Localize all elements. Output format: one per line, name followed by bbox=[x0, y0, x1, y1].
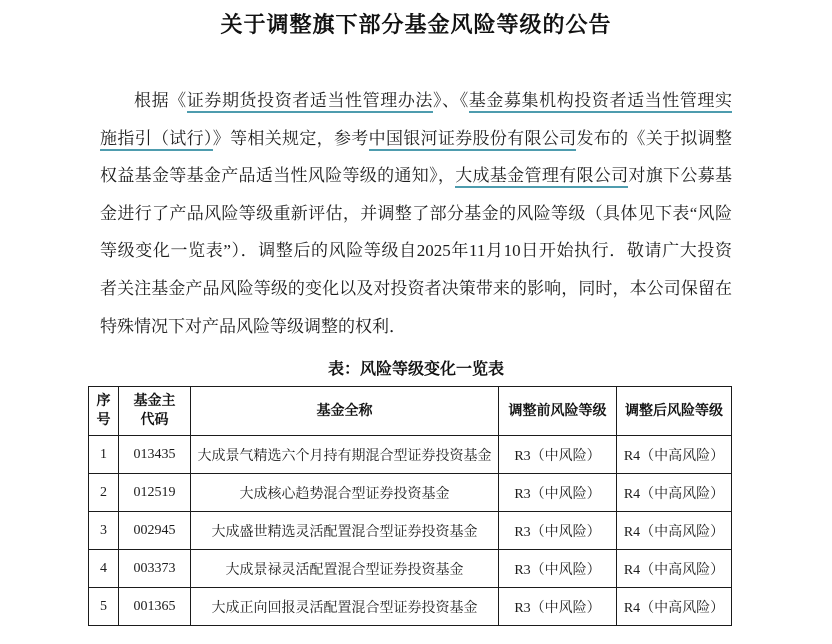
column-header: 调整前风险等级 bbox=[499, 387, 617, 436]
document-link[interactable]: 基金募集机构投资者适当性管理实 bbox=[469, 91, 732, 113]
table-cell: 大成景气精选六个月持有期混合型证券投资基金 bbox=[191, 436, 499, 474]
table-cell: 013435 bbox=[119, 436, 191, 474]
table-cell: 2 bbox=[89, 474, 119, 512]
document-link[interactable]: 证券期货投资者适当性管理办法 bbox=[187, 91, 433, 113]
table-cell: R3（中风险） bbox=[499, 436, 617, 474]
paragraph-line bbox=[100, 120, 732, 158]
document-link[interactable]: 大成基金管理有限公司 bbox=[455, 166, 628, 188]
table-cell: 012519 bbox=[119, 474, 191, 512]
announcement-document bbox=[0, 10, 832, 644]
table-cell: R3（中风险） bbox=[499, 512, 617, 550]
table-cell: R3（中风险） bbox=[499, 588, 617, 626]
text-segment: 发布的《关于拟调整 bbox=[576, 128, 733, 148]
document-title: 关于调整旗下部分基金风险等级的公告 bbox=[220, 13, 612, 38]
text-segment: 对旗下公募基 bbox=[628, 166, 733, 186]
column-header: 基金主 代码 bbox=[119, 387, 191, 436]
table-cell: R4（中高风险） bbox=[617, 436, 732, 474]
text-segment: 》、《 bbox=[433, 91, 469, 110]
table-cell: 001365 bbox=[119, 588, 191, 626]
text-segment: 特殊情况下对产品风险等级调整的权利． bbox=[100, 316, 406, 336]
table-header-row bbox=[89, 387, 732, 436]
paragraph-line bbox=[100, 232, 732, 270]
table-caption: 表：风险等级变化一览表 bbox=[327, 359, 504, 379]
table-cell: R3（中风险） bbox=[499, 474, 617, 512]
text-segment: 》等相关规定，参考 bbox=[212, 128, 369, 148]
table-row bbox=[89, 436, 732, 474]
table-cell: R4（中高风险） bbox=[617, 550, 732, 588]
table-cell: 大成景禄灵活配置混合型证券投资基金 bbox=[191, 550, 499, 588]
text-segment: 者关注基金产品风险等级的变化以及对投资者决策带来的影响，同时，本公司保留在 bbox=[100, 278, 732, 298]
table-cell: 大成盛世精选灵活配置混合型证券投资基金 bbox=[191, 512, 499, 550]
column-header: 基金全称 bbox=[191, 387, 499, 436]
table-cell: 3 bbox=[89, 512, 119, 550]
table-cell: 003373 bbox=[119, 550, 191, 588]
table-cell: 4 bbox=[89, 550, 119, 588]
document-link[interactable]: 施指引（试行） bbox=[100, 129, 213, 151]
table-cell: 1 bbox=[89, 436, 119, 474]
table-cell: 5 bbox=[89, 588, 119, 626]
paragraph-line bbox=[100, 308, 732, 346]
table-row bbox=[89, 550, 732, 588]
risk-level-table bbox=[88, 386, 732, 626]
paragraph-line bbox=[100, 82, 732, 120]
table-row bbox=[89, 588, 732, 626]
paragraph-line bbox=[100, 270, 732, 308]
table-cell: R4（中高风险） bbox=[617, 588, 732, 626]
document-link[interactable]: 中国银河证券股份有限公司 bbox=[369, 129, 577, 151]
table-cell: 大成核心趋势混合型证券投资基金 bbox=[191, 474, 499, 512]
table-cell: R3（中风险） bbox=[499, 550, 617, 588]
table-cell: 大成正向回报灵活配置混合型证券投资基金 bbox=[191, 588, 499, 626]
table-cell: R4（中高风险） bbox=[617, 474, 732, 512]
announcement-paragraph bbox=[100, 82, 732, 345]
column-header: 序 号 bbox=[89, 387, 119, 436]
table-cell: 002945 bbox=[119, 512, 191, 550]
paragraph-line bbox=[100, 195, 732, 233]
text-segment: 等级变化一览表”）．调整后的风险等级自2025年11月10日开始执行．敬请广大投资 bbox=[100, 241, 732, 261]
text-segment: 根据《 bbox=[134, 91, 187, 110]
column-header: 调整后风险等级 bbox=[617, 387, 732, 436]
table-cell: R4（中高风险） bbox=[617, 512, 732, 550]
paragraph-line bbox=[100, 157, 732, 195]
table-row bbox=[89, 474, 732, 512]
text-segment: 权益基金等基金产品适当性风险等级的通知》， bbox=[100, 166, 456, 186]
table-row bbox=[89, 512, 732, 550]
text-segment: 金进行了产品风险等级重新评估，并调整了部分基金的风险等级（具体见下表“风险 bbox=[100, 203, 732, 223]
